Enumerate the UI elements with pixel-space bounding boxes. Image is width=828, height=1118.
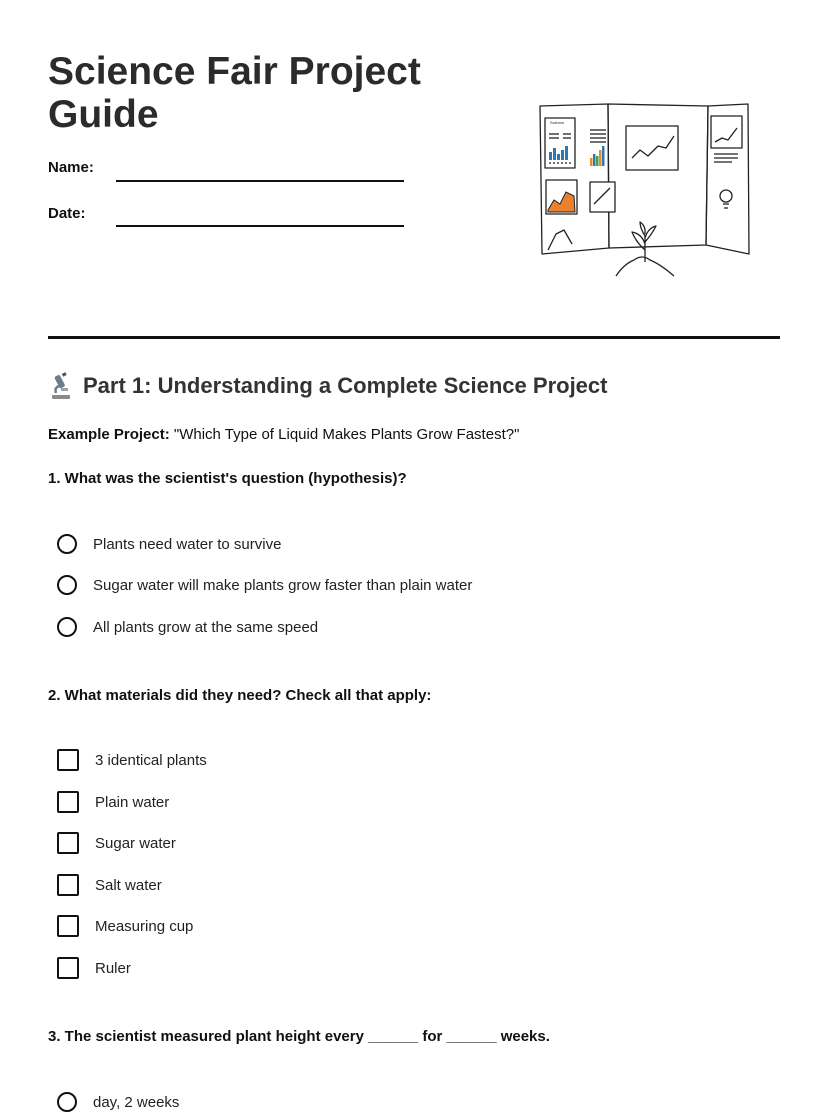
date-label: Date: [48,205,86,222]
radio-button[interactable] [57,534,77,554]
trifold-board-illustration [528,92,760,284]
question-2-option-6[interactable] [57,955,131,981]
question-2-option-3[interactable] [57,830,176,856]
color-bar-chart [590,146,605,166]
date-field-line[interactable] [116,225,404,227]
board-heading-text: Science [550,120,565,125]
name-field-line[interactable] [116,180,404,182]
example-project [48,426,519,443]
option-label: All plants grow at the same speed [93,618,319,636]
microscope-icon [48,372,74,400]
checkbox[interactable] [57,874,79,896]
section-divider [48,336,780,339]
question-1-option-2[interactable] [57,572,472,598]
radio-button[interactable] [57,617,77,637]
checkbox[interactable] [57,749,79,771]
name-label: Name: [48,159,94,176]
part1-heading [48,372,607,400]
option-label: Sugar water [95,834,176,852]
radio-button[interactable] [57,575,77,595]
page-title [48,50,421,136]
question-3: 3. The scientist measured plant height every ______ for ______ weeks. [48,1028,550,1045]
question-2: 2. What materials did they need? Check all that apply: [48,687,432,704]
question-2-option-5[interactable] [57,913,193,939]
checkbox[interactable] [57,832,79,854]
question-1-option-1[interactable] [57,531,281,557]
option-label: 3 identical plants [95,751,207,769]
radio-button[interactable] [57,1092,77,1112]
part1-title: Part 1: Understanding a Complete Science Project [83,373,608,398]
title-line-2: Guide [48,93,159,136]
option-label: Salt water [95,876,162,894]
option-label: Measuring cup [95,917,194,935]
example-project-label: Example Project: [48,426,170,443]
option-label: day, 2 weeks [93,1093,180,1111]
checkbox[interactable] [57,957,79,979]
example-project-text: "Which Type of Liquid Makes Plants Grow Fastest?" [169,426,520,443]
question-1: 1. What was the scientist's question (hypothesis)? [48,470,407,487]
question-2-option-1[interactable] [57,747,207,773]
question-1-option-3[interactable] [57,614,318,640]
checkbox[interactable] [57,915,79,937]
option-label: Sugar water will make plants grow faster than plain water [93,576,473,594]
option-label: Plants need water to survive [93,535,282,553]
question-2-option-4[interactable] [57,872,162,898]
question-3-option-1[interactable] [57,1089,179,1115]
option-label: Plain water [95,793,170,811]
checkbox[interactable] [57,791,79,813]
question-2-option-2[interactable] [57,789,169,815]
title-line-1: Science Fair Project [48,50,421,93]
option-label: Ruler [95,959,131,977]
